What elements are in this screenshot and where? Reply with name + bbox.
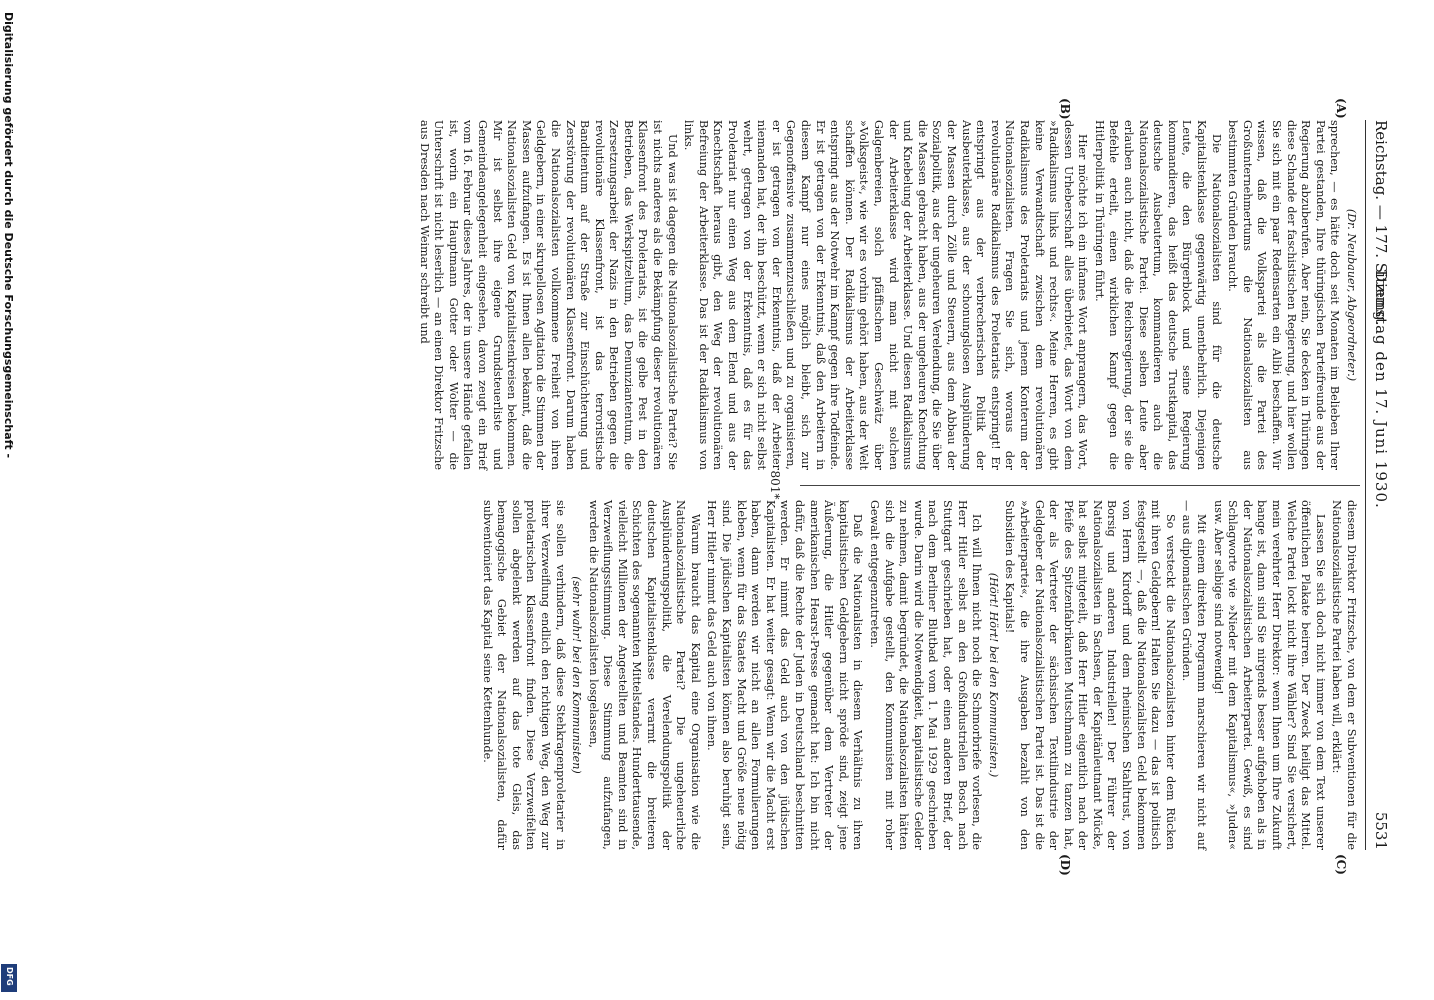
paragraph: Daß die Nationalisten in diesem Verhältnis zu ihren kapitalistischen Geldgebern nicht spröde sind, zeigt jene Äußerung, die Hitler gegenüber dem Vertreter der amerikanischen Hearst-Presse gemacht hat: Ich bin nicht dafür, daß die Rechte der Juden in Deutschland beschnitten werden. Er nimmt das Geld auch von den jüdischen Kapitalisten. Er hat weiter gesagt: Wenn wir die Macht erst haben, dann werden wir nicht an allen Formulierungen kleben, wenn für das Staates Macht und Größe neue nötig sind. Die jüdischen Kapitalisten können also beruhigt sein, Herr Hitler nimmt das Geld auch von ihnen. — [705, 500, 865, 850]
paragraph: So versteckt die Nationalsozialisten hinter dem Rücken mit ihren Geldgebern! Halten Sie dazu — das ist politisch festgestellt —, daß die Nationalsozialisten Geld bekommen von Herrn Kirdorff und dem rheinischen Stahltrust, von Borsig und anderen Industriellen! Der Führer der Nationalsozialisten in Sachsen, der Kapitänleutnant Mücke, hat selbst mitgeteilt, daß Herr Hitler eigentlich nach der Pfeife des Spitzenfabrikanten Mutschmann zu tanzen hat, der als Vertreter der sächsischen Textilindustrie der Geldgeber der Nationalsozialistischen Partei ist. Das ist die »Arbeiterpartei«, die ihre Ausgaben bezahlt von den Subsidien des Kapitals! — [1003, 500, 1177, 850]
footer-page-number: 801* — [768, 470, 782, 500]
margin-marker-d: (D) — [1058, 854, 1072, 876]
margin-marker-b: (B) — [1058, 98, 1072, 120]
paragraph: sprechen, — es hätte doch seit Monaten im Belieben Ihrer Partei gestanden, Ihre thüringischen Parteifreunde aus der Regierung abzuberufen. Aber nein, Sie decken in Thüringen diese Schande der faschistischen Regierung, und hier wollen Sie sich mit ein paar Redensarten ein Alibi beschaffen. Wir wissen, daß die Volkspartei als die Partei des Großunternehmertums die Nationalsozialisten aus bestimmten Gründen braucht. — [1226, 120, 1342, 470]
funding-credit-text: Digitalisierung gefördert durch die Deutsche Forschungsgemeinschaft - — [2, 12, 15, 459]
interjection: (Hört! Hört! bei den Kommunisten.) — [986, 572, 1000, 778]
quoted-letter: Lassen Sie sich doch nicht immer von dem Text unserer öffentlichen Plakate beirren. Der Zweck heiligt das Mittel. Welche Partei lockt nicht ihre Wähler? Sind Sie versichert, mein verehrter Herr Direktor: wenn Ihnen um Ihre Zukunft bange ist, dann sind Sie nirgends besser aufgehoben als in der Nationalsozialistischen Arbeiterpartei. Gewiß, es sind Schlagworte wie »Nieder mit dem Kapitalismus«, »Juden« usw. Aber selbige sind notwendig! — [1211, 500, 1327, 850]
header-date: Dienstag den 17. Juni 1930. — [1372, 270, 1390, 509]
paragraph: Hier möchte ich ein infames Wort anprangern, das Wort, dessen Urheberschaft alles überbietet, das Wort von dem »Radikalismus links und rechts«. Meine Herren, es gibt keine Verwandtschaft zwischen dem revolutionären Radikalismus des Proletariats und jenem Konterum der Nationalsozialisten. Fragen Sie sich, woraus der revolutionäre Radikalismus des Proletariats entspringt! Er entspringt aus der verbrecherischen Politik der Ausbeuterklasse, aus der schonungslosen Ausplünderung der Massen durch Zölle und Steuern, aus dem Abbau der Sozialpolitik, aus der ungeheuren Verelendung, die Sie über die Massen gebracht haben, aus der ungeheuren Knechtung und Knebelung der Arbeiterklasse. Und diesen Radikalismus der Arbeiterklasse wird man nicht mit solchen Galgenbereien, solch pfäffischem Geschwätz über »Volksgeist«, wie wir es vorhin gehört haben, aus der Welt schaffen können. Der Radikalismus der Arbeiterklasse entspringt aus der Notwehr im Kampf gegen ihre Todfeinde. Er ist getragen von der Erkenntnis, daß den Arbeitern in diesem Kampf nur eines möglich bleibt, sich zur Gegenoffensive zusammenzuschließen und zu organisieren, er ist getragen von der Erkenntnis, daß der Arbeiter niemanden hat, der ihn beschützt, wenn er sich nicht selbst wehrt, getragen von der Erkenntnis, daß es für das Proletariat nur einen Weg aus dem Elend und aus der Knechtschaft heraus gibt, den Weg der revolutionären Befreiung der Arbeiterklasse. Das ist der Radikalismus von links. — [682, 120, 1090, 470]
header-page-number: 5531 — [1372, 811, 1390, 850]
page-header — [1365, 120, 1394, 850]
dfg-logo: DFG — [1, 964, 17, 992]
header-session: Reichstag. — 177. Sitzung. — [1372, 120, 1390, 326]
digitization-sidebar — [0, 0, 18, 1000]
margin-marker-c: (C) — [1334, 854, 1348, 875]
right-column — [480, 500, 1358, 850]
paragraph: Die Nationalsozialisten sind für die deutsche Kapitalistenklasse gegenwärtig unentbehrlich. Diejenigen Leute, die den Bürgerblock und seine Regierung kommandieren, das heißt das deutsche Trustkapital, das deutsche Ausbeutertum, kommandieren auch die Nationalsozialistische Partei. Diese selben Leute aber erlauben auch nicht, daß die Reichsregierung, der sie die Befehle erteilt, einen wirklichen Kampf gegen die Hitlerpolitik in Thüringen führt. — [1092, 120, 1223, 470]
speaker-line: (Dr. Neubauer, Abgeordneter.) — [1345, 208, 1358, 382]
column-divider — [800, 485, 1360, 486]
paragraph: Warum braucht das Kapital eine Organisation wie die Nationalsozialistische Partei? Die ungeheuerliche Ausplünderungspolitik, die Verelendungspolitik der deutschen Kapitalistenklasse verarmt die breiteren Schichten des sogenannten Mittelstandes. Hunderttausende, vielleicht Millionen der Angestellten und Beamten sind in Verzweiflungsstimmung. Diese Stimmung aufzufangen, werden die Nationalsozialisten losgelassen, — [586, 500, 702, 850]
paragraph: diesem Direktor Fritzsche, von dem er Subventionen für die Nationalsozialistische Partei haben will, erklärt: — [1330, 500, 1358, 850]
left-column — [417, 120, 1358, 470]
paragraph: Und was ist dagegen die Nationalsozialistische Partei? Sie ist nichts anderes als die Bekämpfung dieser revolutionären Klassenfront des Proletariats, ist die gelbe Pest in den Betrieben, das Werkspitzeltum, das Denunziantentum, die Zersetzungsarbeit der Nazis in den Betrieben gegen die revolutionäre Klassenfront, ist das terroristische Banditentum auf der Straße zur Einschüchterung und Zerstörung der revolutionären Klassenfront. Darum haben die Nationalsozialisten vollkommene Freiheit von ihren Geldgebern, in einer skrupellosen Agitation die Stimmen der Massen aufzufangen. Es ist Ihnen allen bekannt, daß die Nationalsozialisten Geld von Kapitalistenkreisen bekommen. Mir ist selbst ihre eigene Grundsteuerliste und Gemeindeangelegenheit eingesehen, davon zeugt ein Brief vom 16. Februar dieses Jahres, der in unsere Hände gefallen ist, worin ein Hauptmann Gotter oder Wolter — die Unterschrift ist nicht leserlich — an einen Direktor Fritzsche aus Dresden nach Weimar schreibt und — [417, 120, 679, 470]
quoted-letter: Mit einem direkten Programm marschieren wir nicht auf — aus diplomatischen Gründen. — [1180, 500, 1209, 850]
paragraph: Ich will Ihnen nicht noch die Schmorbriefe vorlesen, die Herr Hitler selbst an den Großindustriellen Bosch nach Stuttgart geschrieben hat, oder einen anderen Brief, der nach dem Berliner Blutbad vom 1. Mai 1929 geschrieben wurde. Darin wird die Notwendigkeit, kapitalistische Gelder zu nehmen, damit begründet, die Nationalsozialisten hätten sich die Aufgabe gestellt, den Kommunisten mit roher Gewalt entgegenzutreten. — [868, 500, 984, 850]
paragraph: sie sollen verhindern, daß diese Stehkragenproletarier in ihrer Verzweiflung endlich den richtigen Weg, den Weg zur proletarischen Klassenfront finden. Diese Verzweifelten sollen abgelenkt werden auf das tote Gleis, das bemagogische Gebiet der Nationalsozialisten, dafür subventioniert das Kapital seine Kettenhunde. — [480, 500, 567, 850]
interjection: (sehr wahr! bei den Kommunisten) — [570, 576, 584, 774]
margin-marker-a: (A) — [1334, 98, 1348, 119]
page-content — [194, 98, 1394, 876]
